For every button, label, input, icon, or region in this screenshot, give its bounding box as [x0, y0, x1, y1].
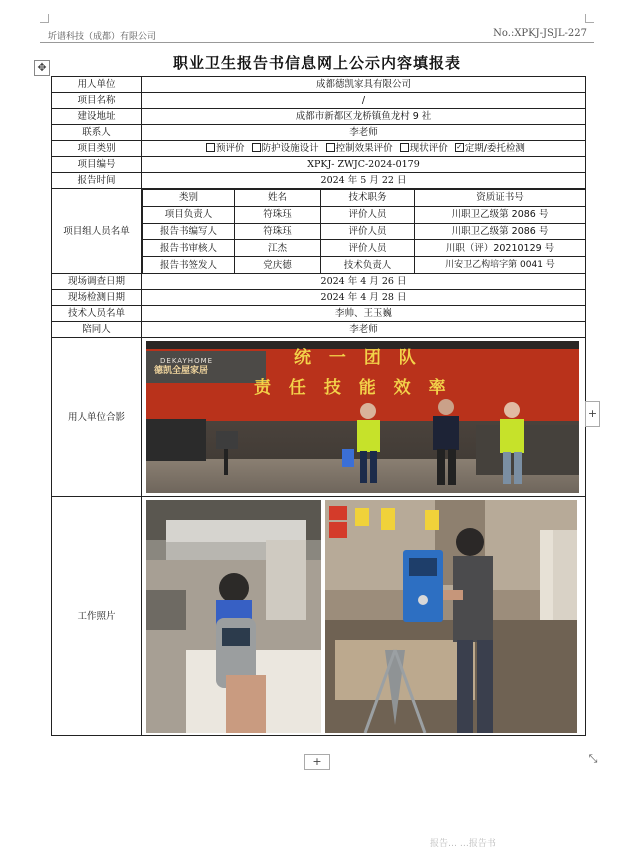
add-row-button[interactable]: +: [304, 754, 330, 770]
team-cell[interactable]: 川职（评）20210129 号: [415, 240, 586, 257]
team-row: [143, 206, 586, 223]
table-row: [52, 338, 586, 497]
team-cell[interactable]: 项目负责人: [143, 206, 235, 223]
table-row: [52, 173, 586, 189]
team-cell[interactable]: 党庆德: [235, 257, 321, 273]
page-title: 职业卫生报告书信息网上公示内容填报表: [172, 54, 461, 72]
checkbox-status-evaluation[interactable]: [400, 143, 409, 152]
corner-mark-left: [40, 14, 49, 23]
work-photo-cell: [142, 497, 586, 736]
header-company: 圻谱科技（成都）有限公司: [48, 32, 157, 42]
team-header-row: [143, 190, 586, 207]
table-row: [52, 290, 586, 306]
report-table: [51, 76, 586, 736]
option-label: 控制效果评价: [335, 143, 393, 154]
table-row: [52, 93, 586, 109]
tech-staff-value[interactable]: 李帅、王玉巍: [142, 306, 586, 322]
option-label: 定期/委托检测: [464, 143, 525, 154]
work-photo-right-image: [325, 500, 577, 733]
table-row: [52, 157, 586, 173]
banner-slogan-line2: 责 任 技 能 效 率: [254, 378, 452, 398]
team-label: 项目组人员名单: [52, 189, 142, 274]
option-label: 防护设施设计: [261, 143, 319, 154]
corner-mark-right: [585, 14, 594, 23]
group-photo-label: 用人单位合影: [52, 338, 142, 497]
checkbox-periodic-testing[interactable]: ✓: [456, 143, 463, 151]
team-cell[interactable]: 报告书编写人: [143, 223, 235, 240]
team-row: [143, 240, 586, 257]
table-row: [52, 274, 586, 290]
work-photo-right[interactable]: [325, 500, 577, 733]
employer-value[interactable]: 成都德凯家具有限公司: [142, 77, 586, 93]
survey-date-label: 现场调查日期: [52, 274, 142, 290]
team-cell[interactable]: 评价人员: [321, 206, 415, 223]
checkbox-pre-evaluation[interactable]: [206, 143, 215, 152]
table-row: [52, 497, 586, 736]
table-move-handle-icon[interactable]: ✥: [34, 60, 50, 76]
team-header: 技术职务: [321, 190, 415, 207]
team-header: 类别: [143, 190, 235, 207]
group-photo[interactable]: [146, 341, 579, 493]
add-column-button[interactable]: +: [585, 401, 600, 427]
team-cell[interactable]: 符珠珏: [235, 206, 321, 223]
escort-value[interactable]: 李老师: [142, 322, 586, 338]
table-row: [52, 189, 586, 274]
team-row: [143, 223, 586, 240]
team-row: [143, 257, 586, 273]
escort-label: 陪同人: [52, 322, 142, 338]
project-name-label: 项目名称: [52, 93, 142, 109]
resize-handle-icon[interactable]: ⤡: [588, 752, 598, 765]
table-row: [52, 125, 586, 141]
team-table: [142, 189, 585, 273]
employer-label: 用人单位: [52, 77, 142, 93]
address-label: 建设地址: [52, 109, 142, 125]
team-header: 姓名: [235, 190, 321, 207]
project-no-value[interactable]: XPKJ- ZWJC-2024-0179: [142, 157, 586, 173]
report-time-label: 报告时间: [52, 173, 142, 189]
team-cell[interactable]: 评价人员: [321, 240, 415, 257]
footer-faint-text: 报告… …报告书: [430, 839, 496, 849]
category-label: 项目类别: [52, 141, 142, 157]
table-row: [52, 322, 586, 338]
table-row: [52, 141, 586, 157]
header-doc-number: No.:XPKJ-JSJL-227: [493, 28, 587, 39]
option-label: 现状评价: [409, 143, 448, 154]
banner-slogan-line1: 统 一 团 队: [294, 348, 422, 368]
contact-value[interactable]: 李老师: [142, 125, 586, 141]
project-no-label: 项目编号: [52, 157, 142, 173]
team-subtable-cell: [142, 189, 586, 274]
team-cell[interactable]: 技术负责人: [321, 257, 415, 273]
test-date-label: 现场检测日期: [52, 290, 142, 306]
brand-logo-text: DEKAYHOME: [160, 357, 214, 365]
work-photo-left[interactable]: [146, 500, 321, 733]
table-row: [52, 109, 586, 125]
team-header: 资质证书号: [415, 190, 586, 207]
team-cell[interactable]: 川安卫乙构培字第 0041 号: [415, 257, 586, 273]
brand-logo-cn: 德凯全屋家居: [154, 366, 209, 376]
table-row: [52, 77, 586, 93]
team-cell[interactable]: 川职卫乙级第 2086 号: [415, 223, 586, 240]
table-row: [52, 306, 586, 322]
team-cell[interactable]: 江杰: [235, 240, 321, 257]
tech-staff-label: 技术人员名单: [52, 306, 142, 322]
address-value[interactable]: 成都市新都区龙桥镇鱼龙村 9 社: [142, 109, 586, 125]
team-cell[interactable]: 符珠珏: [235, 223, 321, 240]
project-name-value[interactable]: /: [142, 93, 586, 109]
contact-label: 联系人: [52, 125, 142, 141]
team-cell[interactable]: 川职卫乙级第 2086 号: [415, 206, 586, 223]
team-cell[interactable]: 报告书签发人: [143, 257, 235, 273]
group-photo-cell: [142, 338, 586, 497]
team-cell[interactable]: 报告书审核人: [143, 240, 235, 257]
option-label: 预评价: [216, 143, 245, 154]
checkbox-protection-design[interactable]: [252, 143, 261, 152]
category-options: [142, 141, 586, 157]
work-photo-label: 工作照片: [52, 497, 142, 736]
survey-date-value[interactable]: 2024 年 4 月 26 日: [142, 274, 586, 290]
team-cell[interactable]: 评价人员: [321, 223, 415, 240]
header-rule: [40, 42, 594, 43]
checkbox-control-effect[interactable]: [326, 143, 335, 152]
report-time-value[interactable]: 2024 年 5 月 22 日: [142, 173, 586, 189]
work-photo-left-image: [146, 500, 321, 733]
test-date-value[interactable]: 2024 年 4 月 28 日: [142, 290, 586, 306]
